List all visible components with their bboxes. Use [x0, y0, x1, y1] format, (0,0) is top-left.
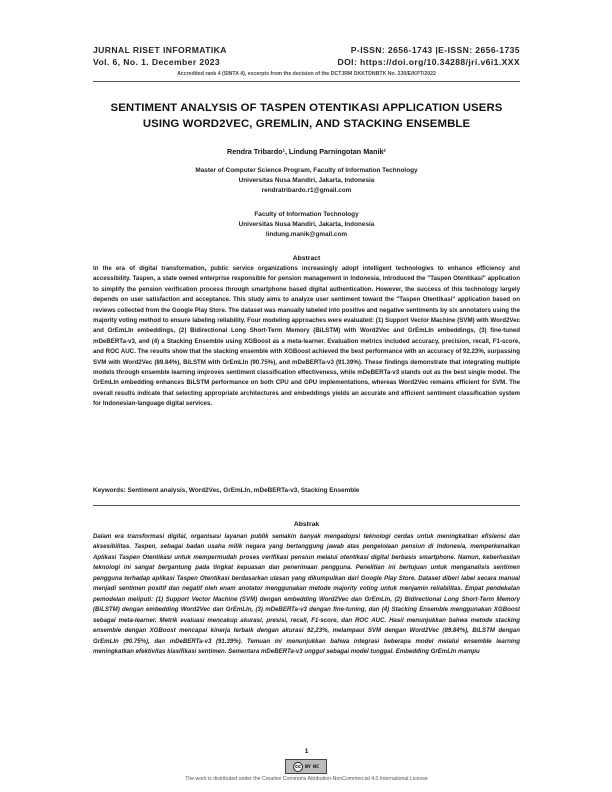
affiliation-1-univ: Universitas Nusa Mandiri, Jakarta, Indonesia	[238, 177, 375, 184]
issn: P-ISSN: 2656-1743 |E-ISSN: 2656-1735	[350, 45, 520, 55]
abstract-heading: Abstract	[292, 255, 321, 262]
author-list: Rendra Tribardo¹, Lindung Parningotan Manik²	[227, 147, 386, 156]
journal-header-row-1	[93, 45, 520, 55]
keywords	[93, 487, 520, 494]
cc-nc-label: NC	[312, 764, 320, 769]
volume-info: Vol. 6, No. 1. December 2023	[93, 57, 221, 67]
affiliation-2-dept: Faculty of Information Technology	[254, 211, 359, 218]
title-line-2: USING WORD2VEC, GREMLIN, AND STACKING ENSEMBLE	[142, 118, 471, 130]
license-text: The work is distributed under the Creative Commons Attribution-NonCommercial 4.0 International License	[185, 776, 428, 782]
doi: DOI: https://doi.org/10.34288/jri.v6i1.XXX	[337, 57, 520, 67]
journal-header-row-2	[93, 57, 520, 67]
abstract-indonesian: Dalam era transformasi digital, organisasi layanan publik semakin banyak mengadopsi teknologi cerdas untuk meningkatkan efisiensi dan aksesibilitas. Taspen, sebagai badan usaha milik negara yang bertanggung jawab atas pengelolaan pensiun di Indonesia, memperkenalkan Aplikasi Taspen Otentikasi untuk mempermudah proses verifikasi pensiun melalui otentikasi digital berbasis smartphone. Namun, keberhasilan teknologi ini sangat bergantung pada tingkat kepuasan dan penerimaan pengguna. Penelitian ini bertujuan untuk menganalisis sentimen pengguna terhadap aplikasi Taspen Otentikasi berdasarkan ulasan yang dikumpulkan dari Google Play Store. Dataset diberi label secara manual menjadi sentimen positif dan negatif oleh enam anotator menggunakan metode majority voting untuk menjamin reliabilitas. Empat pendekatan pemodelan meliputi: (1) Support Vector Machine (SVM) dengan embedding Word2Vec dan GrEmLIn, (2) Bidirectional Long Short-Term Memory (BiLSTM) dengan embedding Word2Vec dan GrEmLIn, (3) mDeBERTa-v3 dengan fine-tuning, dan (4) Stacking Ensemble menggunakan XGBoost sebagai meta-learner. Metrik evaluasi mencakup akurasi, presisi, recall, F1-score, dan ROC AUC. Hasil menunjukkan bahwa metode stacking ensemble dengan XGBoost mencapai kinerja terbaik dengan akurasi 92,23%, melampaui SVM dengan Word2Vec (89.84%), BiLSTM dengan GrEmLIn (90.75%), dan mDeBERTa-v3 (91.39%). Temuan ini menunjukkan bahwa integrasi beberapa model melalui ensemble learning meningkatkan efektivitas klasifikasi sentimen. Sementara mDeBERTa-v3 unggul sebagai model tunggal. Embedding GrEmLIn mampu	[93, 533, 520, 655]
keywords-divider	[93, 505, 520, 506]
affiliation-1-dept: Master of Computer Science Program, Faculty of Information Technology	[195, 167, 418, 174]
cc-icon: cc	[293, 762, 303, 772]
cc-license-badge[interactable]	[285, 759, 327, 774]
keywords-label: Keywords:	[93, 487, 126, 494]
cc-by-label: BY	[304, 764, 311, 769]
affiliation-2	[93, 210, 520, 240]
page-number: 1	[304, 748, 309, 755]
abstract-english: In the era of digital transformation, public service organizations increasingly adopt intelligent technologies to enhance efficiency and accessibility. Taspen, a state owned enterprise responsible for pension management in Indonesia, introduced the "Taspen Otentikasi" application to simplify the pension verification process through smartphone based digital authentication. However, the success of this technology largely depends on user satisfaction and acceptance. This study aims to analyze user sentiment toward the "Taspen Otentikasi" application based on reviews collected from the Google Play Store. The dataset was manually labeled into positive and negative sentiments by six annotators using the majority voting method to ensure labeling reliability. Four modeling approaches were evaluated: (1) Support Vector Machine (SVM) with Word2Vec and GrEmLIn embeddings, (2) Bidirectional Long Short-Term Memory (BiLSTM) with Word2Vec and GrEmLIn embeddings, (3) fine-tuned mDeBERTa-v3, and (4) a Stacking Ensemble using XGBoost as a meta-learner. Evaluation metrics included accuracy, precision, recall, F1-score, and ROC AUC. The results show that the stacking ensemble with XGBoost achieved the best performance with an accuracy of 92.23%, surpassing SVM with Word2Vec (89.84%), BiLSTM with GrEmLIn (90.75%), and mDeBERTa-v3 (91.39%). These findings demonstrate that integrating multiple models through ensemble learning improves sentiment classification effectiveness, while mDeBERTa-v3 stands out as the best single model. The GrEmLIn embedding enhances BiLSTM performance on both CPU and GPU implementations, whereas Word2Vec remains efficient for SVM. The overall results indicate that selecting appropriate architectures and embeddings yields an accurate and efficient sentiment classification system for Indonesian-language digital services.	[93, 265, 520, 408]
affiliation-1-email[interactable]: rendratribardo.r1@gmail.com	[261, 187, 352, 194]
keywords-list: Sentiment analysis, Word2Vec, GrEmLIn, mDeBERTa-v3, Stacking Ensemble	[127, 487, 360, 494]
header-divider	[93, 81, 520, 82]
accreditation-note: Accredited rank 4 (SINTA 4), excerpts from the decision of the DCTJRM DKKTDNBTK No. 230/E/KPT/2022	[177, 71, 436, 77]
paper-title	[93, 100, 520, 132]
affiliation-1	[93, 166, 520, 196]
journal-name: JURNAL RISET INFORMATIKA	[93, 45, 227, 55]
affiliation-2-email[interactable]: lindung.manik@gmail.com	[265, 231, 348, 238]
title-line-1: SENTIMENT ANALYSIS OF TASPEN OTENTIKASI APPLICATION USERS	[110, 102, 503, 114]
affiliation-2-univ: Universitas Nusa Mandiri, Jakarta, Indonesia	[238, 221, 375, 228]
abstrak-heading: Abstrak	[293, 521, 320, 528]
